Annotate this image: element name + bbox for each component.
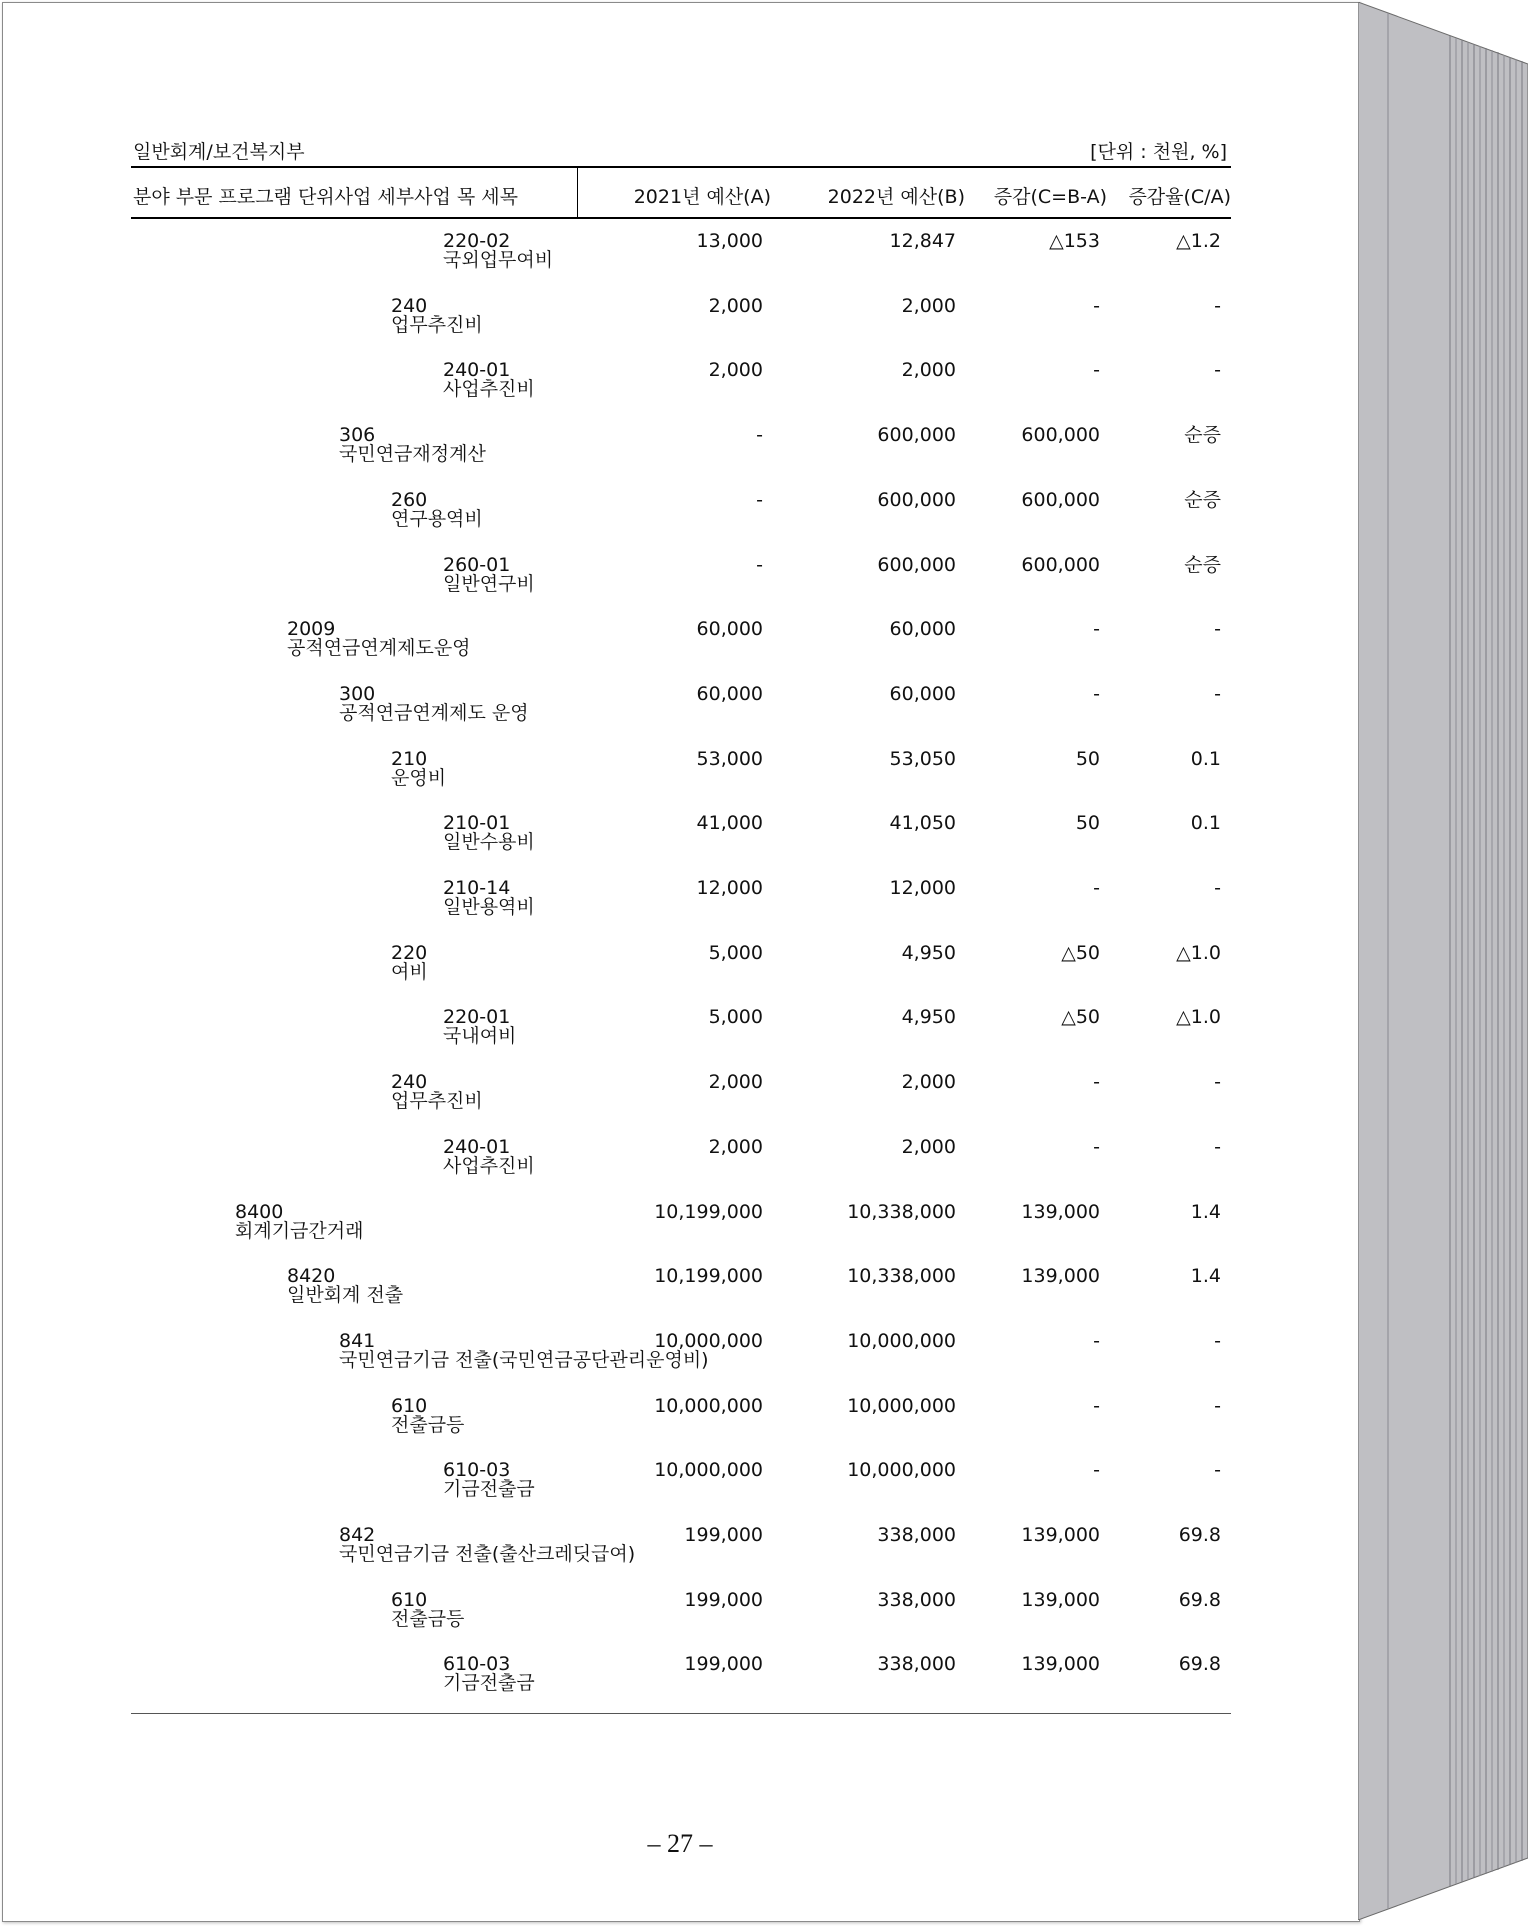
change-value: - bbox=[1093, 1329, 1100, 1352]
item-name: 일반연구비 bbox=[443, 572, 535, 595]
item-code: 220-01 bbox=[443, 1006, 511, 1029]
table-row bbox=[3, 1266, 1359, 1326]
column-header-2021-budget: 2021년 예산(A) bbox=[633, 186, 771, 208]
header-column-divider bbox=[577, 168, 578, 217]
budget-2022-value: 338,000 bbox=[877, 1524, 956, 1546]
item-code: 2009 bbox=[287, 618, 336, 641]
change-value: △153 bbox=[1049, 230, 1100, 252]
change-value: △50 bbox=[1061, 1006, 1100, 1029]
budget-2022-value: 10,338,000 bbox=[847, 1200, 956, 1223]
column-header-change: 증감(C=B-A) bbox=[993, 186, 1107, 208]
change-value: - bbox=[1093, 877, 1100, 899]
change-value: 600,000 bbox=[1021, 488, 1100, 511]
item-code: 210 bbox=[391, 747, 428, 770]
item-name: 공적연금연계제도 운영 bbox=[339, 701, 529, 724]
budget-2021-value: 199,000 bbox=[684, 1524, 763, 1546]
change-value: 139,000 bbox=[1021, 1653, 1100, 1676]
change-value: 50 bbox=[1075, 812, 1100, 835]
item-code: 220-02 bbox=[443, 230, 511, 252]
budget-2021-value: 2,000 bbox=[708, 1135, 763, 1158]
budget-2021-value: 199,000 bbox=[684, 1588, 763, 1611]
budget-2021-value: 2,000 bbox=[708, 294, 763, 317]
item-code: 610 bbox=[391, 1588, 428, 1611]
budget-2022-value: 60,000 bbox=[889, 682, 956, 705]
budget-2021-value: 10,000,000 bbox=[654, 1394, 763, 1417]
item-name: 업무추진비 bbox=[391, 313, 483, 336]
change-rate-value: △1.0 bbox=[1176, 1006, 1221, 1029]
budget-2021-value: 53,000 bbox=[696, 747, 763, 770]
item-name: 국외업무여비 bbox=[443, 249, 554, 271]
budget-2021-value: - bbox=[756, 553, 763, 576]
item-name: 일반수용비 bbox=[443, 831, 535, 854]
item-code: 610-03 bbox=[443, 1653, 511, 1676]
budget-2021-value: 12,000 bbox=[696, 877, 763, 899]
budget-2022-value: 10,000,000 bbox=[847, 1329, 956, 1352]
item-code: 610 bbox=[391, 1394, 428, 1417]
table-row bbox=[3, 619, 1359, 679]
table-row bbox=[3, 1396, 1359, 1456]
budget-2022-value: 60,000 bbox=[889, 618, 956, 641]
item-code: 240 bbox=[391, 294, 428, 317]
table-row bbox=[3, 231, 1359, 291]
table-row bbox=[3, 555, 1359, 615]
item-name: 국민연금기금 전출(국민연금공단관리운영비) bbox=[339, 1348, 709, 1371]
change-value: △50 bbox=[1061, 941, 1100, 964]
item-name: 회계기금간거래 bbox=[235, 1219, 364, 1242]
change-value: 600,000 bbox=[1021, 424, 1100, 447]
item-code: 306 bbox=[339, 424, 376, 447]
change-value: 139,000 bbox=[1021, 1200, 1100, 1223]
item-name: 연구용역비 bbox=[391, 507, 483, 530]
item-name: 기금전출금 bbox=[443, 1672, 535, 1695]
change-rate-value: - bbox=[1214, 877, 1221, 899]
book-page-edges bbox=[1358, 2, 1528, 1920]
budget-2022-value: 10,000,000 bbox=[847, 1459, 956, 1482]
change-value: 600,000 bbox=[1021, 553, 1100, 576]
unit-label: [단위 : 천원, %] bbox=[1090, 141, 1227, 163]
budget-2021-value: 5,000 bbox=[708, 1006, 763, 1029]
table-row bbox=[3, 1654, 1359, 1714]
item-code: 220 bbox=[391, 941, 428, 964]
item-code: 8420 bbox=[287, 1265, 336, 1288]
budget-2021-value: 10,199,000 bbox=[654, 1200, 763, 1223]
item-code: 300 bbox=[339, 682, 376, 705]
change-rate-value: 69.8 bbox=[1178, 1588, 1221, 1611]
budget-2021-value: 41,000 bbox=[696, 812, 763, 835]
budget-2022-value: 10,000,000 bbox=[847, 1394, 956, 1417]
page-number: – 27 – bbox=[647, 1829, 713, 1858]
budget-2021-value: 10,199,000 bbox=[654, 1265, 763, 1288]
item-code: 610-03 bbox=[443, 1459, 511, 1482]
table-header-rule bbox=[131, 217, 1231, 219]
table-row bbox=[3, 1202, 1359, 1262]
item-code: 240-01 bbox=[443, 1135, 511, 1158]
item-name: 일반용역비 bbox=[443, 896, 535, 918]
item-code: 842 bbox=[339, 1524, 376, 1546]
change-rate-value: - bbox=[1214, 1135, 1221, 1158]
budget-2021-value: 60,000 bbox=[696, 682, 763, 705]
change-rate-value: 69.8 bbox=[1178, 1653, 1221, 1676]
change-rate-value: - bbox=[1214, 359, 1221, 382]
item-code: 240 bbox=[391, 1071, 428, 1094]
change-rate-value: 순증 bbox=[1184, 488, 1221, 511]
table-row bbox=[3, 1460, 1359, 1520]
change-rate-value: - bbox=[1214, 1071, 1221, 1094]
table-row bbox=[3, 684, 1359, 744]
table-row bbox=[3, 425, 1359, 485]
item-code: 210-01 bbox=[443, 812, 511, 835]
change-rate-value: 순증 bbox=[1184, 553, 1221, 576]
change-value: 139,000 bbox=[1021, 1588, 1100, 1611]
change-rate-value: - bbox=[1214, 1459, 1221, 1482]
budget-2022-value: 12,847 bbox=[889, 230, 956, 252]
table-row bbox=[3, 1525, 1359, 1585]
change-value: - bbox=[1093, 682, 1100, 705]
budget-2022-value: 12,000 bbox=[889, 877, 956, 899]
item-name: 국민연금재정계산 bbox=[339, 443, 486, 466]
change-rate-value: 순증 bbox=[1184, 424, 1221, 447]
table-row bbox=[3, 813, 1359, 873]
budget-2021-value: - bbox=[756, 488, 763, 511]
item-name: 국민연금기금 전출(출산크레딧급여) bbox=[339, 1543, 636, 1565]
item-name: 전출금등 bbox=[391, 1413, 465, 1436]
item-code: 260 bbox=[391, 488, 428, 511]
budget-2022-value: 338,000 bbox=[877, 1653, 956, 1676]
item-code: 841 bbox=[339, 1329, 376, 1352]
change-value: - bbox=[1093, 294, 1100, 317]
item-name: 사업추진비 bbox=[443, 1154, 535, 1177]
table-row bbox=[3, 360, 1359, 420]
budget-2021-value: 10,000,000 bbox=[654, 1329, 763, 1352]
item-name: 운영비 bbox=[391, 766, 447, 789]
section-title: 일반회계/보건복지부 bbox=[133, 141, 305, 163]
item-name: 공적연금연계제도운영 bbox=[287, 637, 471, 660]
change-rate-value: - bbox=[1214, 294, 1221, 317]
budget-2021-value: 60,000 bbox=[696, 618, 763, 641]
change-rate-value: 69.8 bbox=[1178, 1524, 1221, 1546]
change-rate-value: - bbox=[1214, 1329, 1221, 1352]
table-row bbox=[3, 490, 1359, 550]
change-value: 139,000 bbox=[1021, 1265, 1100, 1288]
change-value: 139,000 bbox=[1021, 1524, 1100, 1546]
table-row bbox=[3, 878, 1359, 938]
item-code: 210-14 bbox=[443, 877, 511, 899]
document-page bbox=[2, 2, 1360, 1922]
change-rate-value: - bbox=[1214, 1394, 1221, 1417]
change-value: - bbox=[1093, 1459, 1100, 1482]
table-row bbox=[3, 1072, 1359, 1132]
table-row bbox=[3, 1331, 1359, 1391]
table-top-rule bbox=[131, 166, 1231, 168]
table-row bbox=[3, 296, 1359, 356]
change-rate-value: △1.2 bbox=[1176, 230, 1221, 252]
change-rate-value: - bbox=[1214, 618, 1221, 641]
budget-2022-value: 2,000 bbox=[901, 359, 956, 382]
budget-2022-value: 2,000 bbox=[901, 1071, 956, 1094]
item-name: 국내여비 bbox=[443, 1025, 517, 1048]
budget-2022-value: 338,000 bbox=[877, 1588, 956, 1611]
budget-2021-value: 10,000,000 bbox=[654, 1459, 763, 1482]
table-row bbox=[3, 1590, 1359, 1650]
change-value: - bbox=[1093, 1135, 1100, 1158]
budget-2021-value: 199,000 bbox=[684, 1653, 763, 1676]
table-row bbox=[3, 1007, 1359, 1067]
budget-2021-value: 2,000 bbox=[708, 359, 763, 382]
item-code: 260-01 bbox=[443, 553, 511, 576]
change-rate-value: 1.4 bbox=[1190, 1200, 1221, 1223]
budget-2022-value: 2,000 bbox=[901, 1135, 956, 1158]
item-name: 여비 bbox=[391, 960, 428, 983]
item-name: 일반회계 전출 bbox=[287, 1284, 404, 1307]
column-header-2022-budget: 2022년 예산(B) bbox=[827, 186, 965, 208]
change-value: - bbox=[1093, 1071, 1100, 1094]
item-code: 8400 bbox=[235, 1200, 284, 1223]
change-value: - bbox=[1093, 1394, 1100, 1417]
budget-2022-value: 600,000 bbox=[877, 553, 956, 576]
change-value: 50 bbox=[1075, 747, 1100, 770]
item-name: 기금전출금 bbox=[443, 1478, 535, 1501]
budget-2022-value: 600,000 bbox=[877, 424, 956, 447]
table-row bbox=[3, 1137, 1359, 1197]
column-header-classification: 분야 부문 프로그램 단위사업 세부사업 목 세목 bbox=[133, 186, 518, 208]
budget-2022-value: 4,950 bbox=[901, 941, 956, 964]
budget-2022-value: 600,000 bbox=[877, 488, 956, 511]
item-name: 업무추진비 bbox=[391, 1090, 483, 1113]
change-rate-value: - bbox=[1214, 682, 1221, 705]
budget-2022-value: 4,950 bbox=[901, 1006, 956, 1029]
item-code: 240-01 bbox=[443, 359, 511, 382]
table-row bbox=[3, 943, 1359, 1003]
budget-2021-value: 5,000 bbox=[708, 941, 763, 964]
change-value: - bbox=[1093, 359, 1100, 382]
budget-2021-value: 13,000 bbox=[696, 230, 763, 252]
budget-2021-value: - bbox=[756, 424, 763, 447]
table-bottom-rule bbox=[131, 1713, 1231, 1714]
budget-2022-value: 41,050 bbox=[889, 812, 956, 835]
column-header-change-rate: 증감율(C/A) bbox=[1128, 186, 1231, 208]
change-rate-value: △1.0 bbox=[1176, 941, 1221, 964]
budget-2022-value: 2,000 bbox=[901, 294, 956, 317]
change-rate-value: 0.1 bbox=[1190, 812, 1221, 835]
change-rate-value: 1.4 bbox=[1190, 1265, 1221, 1288]
change-rate-value: 0.1 bbox=[1190, 747, 1221, 770]
item-name: 사업추진비 bbox=[443, 378, 535, 401]
budget-2022-value: 10,338,000 bbox=[847, 1265, 956, 1288]
table-row bbox=[3, 749, 1359, 809]
budget-2021-value: 2,000 bbox=[708, 1071, 763, 1094]
item-name: 전출금등 bbox=[391, 1607, 465, 1630]
budget-2022-value: 53,050 bbox=[889, 747, 956, 770]
change-value: - bbox=[1093, 618, 1100, 641]
